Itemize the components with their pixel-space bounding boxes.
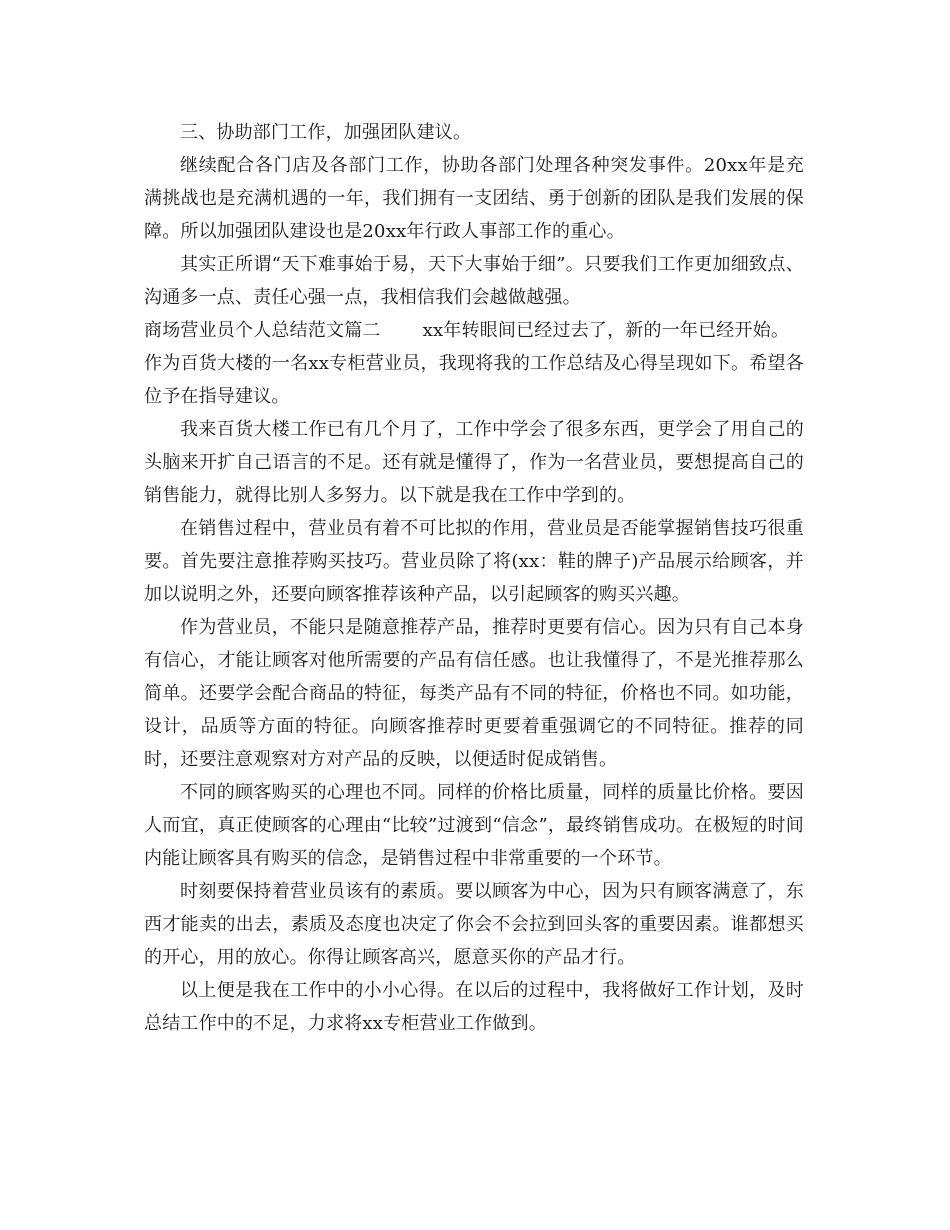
paragraph-team-cooperation: 继续配合各门店及各部门工作，协助各部门处理各种突发事件。20xx年是充满挑战也是充满机遇的一年，我们拥有一支团结、勇于创新的团队是我们发展的保障。所以加强团队建设也是20xx年行政人事部工作的重心。 [144,155,804,242]
article-title-line [144,314,804,347]
paragraph-intro-rest: 作为百货大楼的一名xx专柜营业员，我现将我的工作总结及心得呈现如下。希望各位予在指导建议。 [144,353,804,407]
paragraph-customer-psychology: 不同的顾客购买的心理也不同。同样的价格比质量，同样的质量比价格。要因人而宜，真正使顾客的心理由“比较”过渡到“信念”，最终销售成功。在极短的时间内能让顾客具有购买的信念，是销售过程中非常重要的一个环节。 [144,782,804,869]
article-title: 商场营业员个人总结范文篇二 [144,320,381,341]
section-heading: 三、协助部门工作，加强团队建议。 [180,122,472,143]
paragraph-sales-skills: 在销售过程中，营业员有着不可比拟的作用，营业员是否能掌握销售技巧很重要。首先要注意推荐购买技巧。营业员除了将(xx：鞋的牌子)产品展示给顾客，并加以说明之外，还要向顾客推荐该种产品，以引起顾客的购买兴趣。 [144,518,804,605]
paragraph-details-matter: 其实正所谓“天下难事始于易，天下大事始于细”。只要我们工作更加细致点、沟通多一点、责任心强一点，我相信我们会越做越强。 [144,254,804,308]
document-body [144,116,804,1040]
paragraph-work-experience: 我来百货大楼工作已有几个月了，工作中学会了很多东西，更学会了用自己的头脑来开扩自己语言的不足。还有就是懂得了，作为一名营业员，要想提高自己的销售能力，就得比别人多努力。以下就是我在工作中学到的。 [144,419,804,506]
paragraph-intro-first: xx年转眼间已经过去了，新的一年已经开始。 [422,320,790,341]
paragraph-conclusion: 以上便是我在工作中的小小心得。在以后的过程中，我将做好工作计划，及时总结工作中的不足，力求将xx专柜营业工作做到。 [144,980,804,1034]
paragraph-quality: 时刻要保持着营业员该有的素质。要以顾客为中心，因为只有顾客满意了，东西才能卖的出去，素质及态度也决定了你会不会拉到回头客的重要因素。谁都想买的开心，用的放心。你得让顾客高兴，愿意买你的产品才行。 [144,881,804,968]
paragraph-confidence: 作为营业员，不能只是随意推荐产品，推荐时更要有信心。因为只有自己本身有信心，才能让顾客对他所需要的产品有信任感。也让我懂得了，不是光推荐那么简单。还要学会配合商品的特征，每类产品有不同的特征，价格也不同。如功能，设计，品质等方面的特征。向顾客推荐时更要着重强调它的不同特征。推荐的同时，还要注意观察对方对产品的反映，以便适时促成销售。 [144,617,804,770]
